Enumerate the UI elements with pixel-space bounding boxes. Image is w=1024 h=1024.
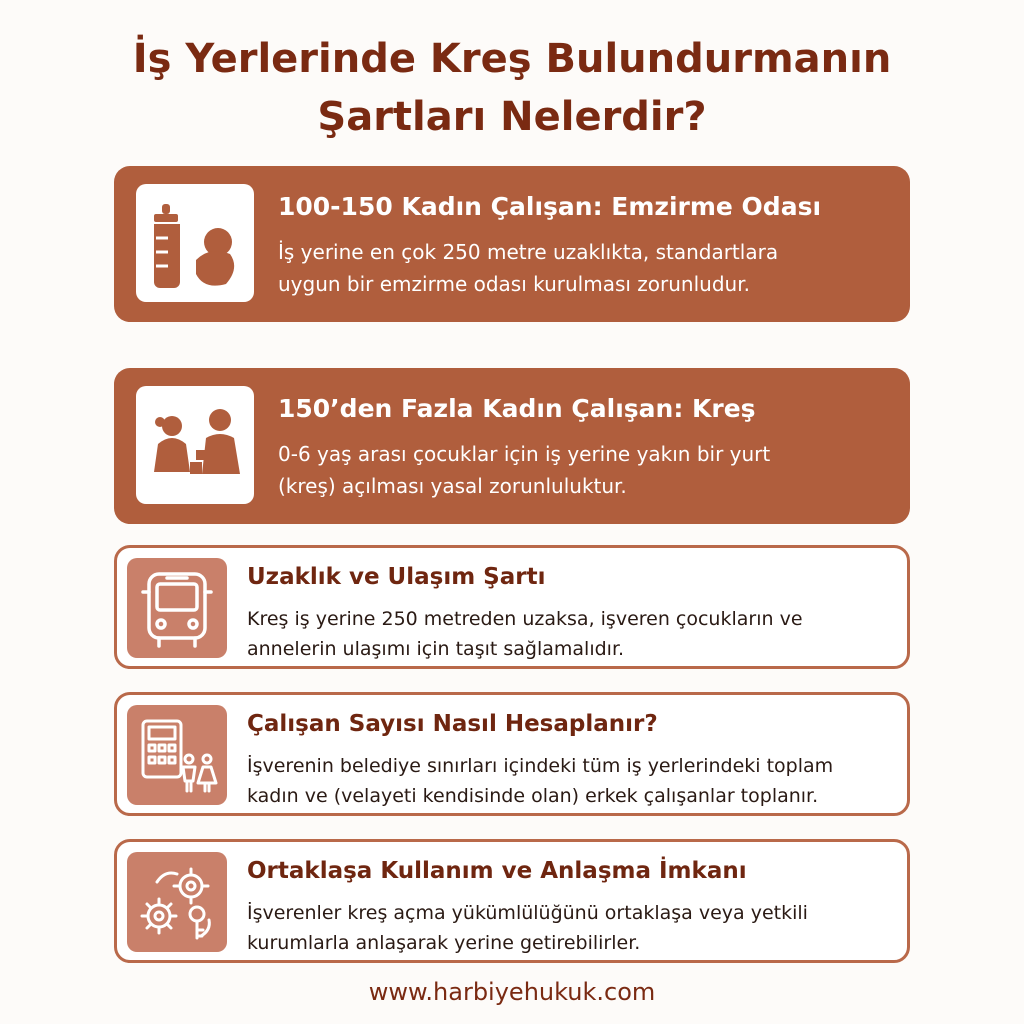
card-text: İşverenin belediye sınırları içindeki tüm iş yerlerindeki toplam kadın ve (velayeti kendisinde olan) erkek çalışanlar toplanır. bbox=[247, 755, 834, 807]
card-text: 0-6 yaş arası çocuklar için iş yerine yakın bir yurt (kreş) açılması yasal zorunluluktur. bbox=[278, 442, 771, 498]
children-playing-icon bbox=[136, 386, 254, 504]
card-nursing-room bbox=[114, 166, 910, 322]
card-title: 100-150 Kadın Çalışan: Emzirme Odası bbox=[278, 192, 822, 221]
card-text: İş yerine en çok 250 metre uzaklıkta, standartlara uygun bir emzirme odası kurulması zorunludur. bbox=[278, 240, 779, 296]
card-title: 150’den Fazla Kadın Çalışan: Kreş bbox=[278, 394, 756, 423]
card-transport bbox=[114, 545, 910, 669]
card-text: Kreş iş yerine 250 metreden uzaksa, işveren çocukların ve annelerin ulaşımı için taşıt sağlamalıdır. bbox=[247, 608, 803, 660]
card-joint-use bbox=[114, 839, 910, 963]
calculator-people-icon bbox=[127, 705, 227, 805]
baby-bottle-icon bbox=[136, 184, 254, 302]
title-line-1: İş Yerlerinde Kreş Bulundurmanın bbox=[132, 36, 892, 82]
card-title: Çalışan Sayısı Nasıl Hesaplanır? bbox=[247, 711, 658, 737]
card-title: Ortaklaşa Kullanım ve Anlaşma İmkanı bbox=[247, 858, 747, 884]
page-title bbox=[0, 30, 1024, 146]
gears-key-icon bbox=[127, 852, 227, 952]
card-nursery bbox=[114, 368, 910, 524]
website-link[interactable]: www.harbiyehukuk.com bbox=[368, 978, 656, 1006]
card-text: İşverenler kreş açma yükümlülüğünü ortaklaşa veya yetkili kurumlarla anlaşarak yerine getirebilirler. bbox=[247, 902, 808, 954]
card-title: Uzaklık ve Ulaşım Şartı bbox=[247, 564, 546, 590]
title-line-2: Şartları Nelerdir? bbox=[317, 94, 707, 140]
bus-icon bbox=[127, 558, 227, 658]
card-employee-count bbox=[114, 692, 910, 816]
